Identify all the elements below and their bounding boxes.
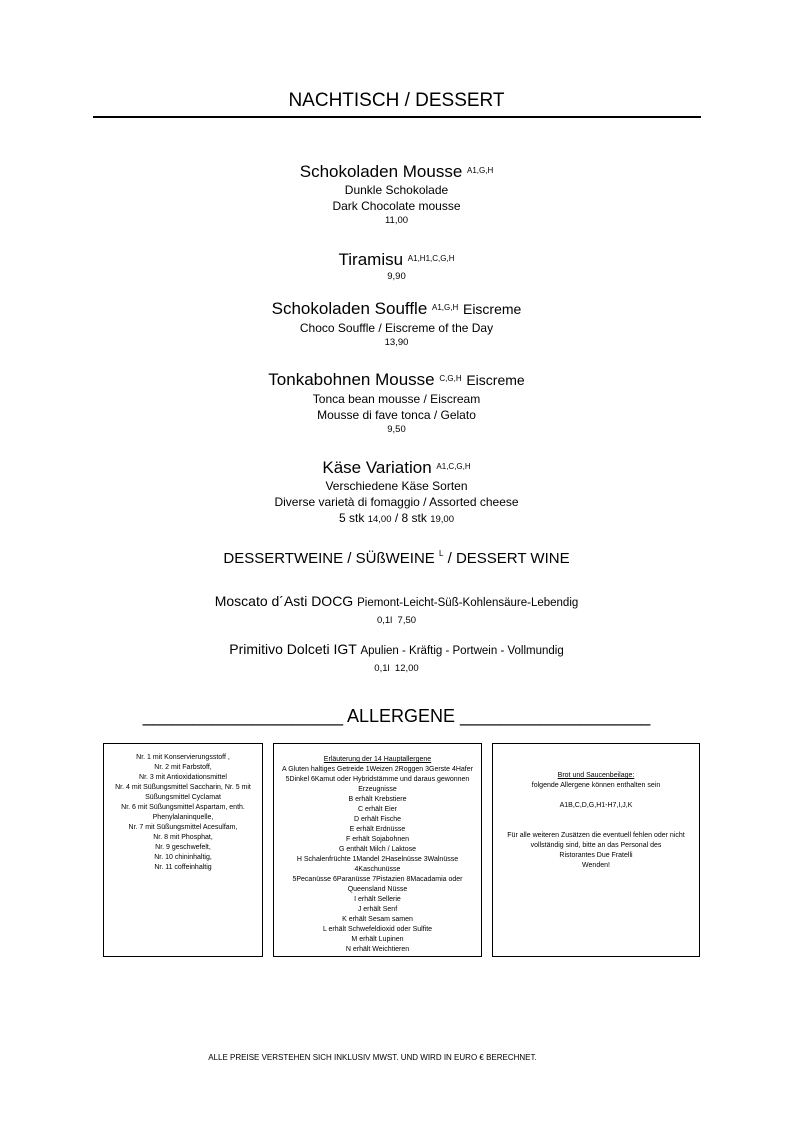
allergen-line: Queensland Nüsse	[347, 886, 408, 893]
dessert-description: Diverse varietà di fomaggio / Assorted cheese	[274, 495, 519, 509]
cheese-quantity-prices	[0, 510, 793, 528]
allergen-line: J erhält Senf	[357, 906, 398, 913]
dessert-suffix: Eiscreme	[466, 372, 525, 388]
dessert-item-tiramisu	[0, 249, 793, 284]
dessert-suffix: Eiscreme	[462, 301, 522, 317]
wine-price: 7,50	[397, 615, 417, 626]
qty-b-price: 19,00	[430, 514, 454, 525]
allergen-line: B erhält Krebstiere	[348, 796, 407, 803]
wine-item-moscato	[0, 592, 793, 629]
additive-line: Nr. 1 mit Konservierungsstoff ,	[136, 754, 230, 761]
staff-note-line: vollständig sind, bitte an das Personal des	[530, 842, 662, 849]
dessert-name: Tonkabohnen Mousse	[268, 370, 435, 389]
allergen-line: A Gluten haltiges Getreide 1Weizen 2Roggen 3Gerste 4Hafer	[282, 766, 473, 773]
allergen-codes: A1,G,H	[432, 303, 459, 312]
bread-sauce-title: Brot und Saucenbeilage:	[557, 772, 635, 779]
allergen-codes: C,G,H	[439, 374, 462, 383]
wine-description: Piemont-Leicht-Süß-Kohlensäure-Lebendig	[357, 597, 579, 609]
dessert-price: 9,90	[387, 271, 406, 282]
additive-line: Nr. 7 mit Süßungsmittel Acesulfam,	[128, 824, 238, 831]
allergen-line: 4Kaschunüsse	[354, 866, 401, 873]
additive-line: Nr. 10 chininhaltig,	[154, 854, 212, 861]
additive-line: Nr. 8 mit Phosphat,	[153, 834, 213, 841]
allergen-line: Erzeugnisse	[358, 786, 397, 793]
wine-price: 12,00	[394, 663, 419, 674]
dessert-item-schokoladen-souffle	[0, 298, 793, 350]
allergen-line: K erhält Sesam samen	[342, 916, 413, 923]
dessert-price: 9,50	[387, 424, 406, 435]
dessert-item-schokoladen-mousse	[0, 161, 793, 228]
dessert-price: 11,00	[384, 215, 409, 226]
heading-part: DESSERTWEINE / SÜßWEINE	[223, 550, 435, 567]
staff-note-line: Für alle weiteren Zusätzen die eventuell fehlen oder nicht	[507, 832, 685, 839]
wine-volume: 0,1l	[376, 615, 393, 626]
staff-note-line: Wenden!	[582, 862, 610, 869]
allergen-line: L erhält Schwefeldioxid oder Sulfite	[322, 926, 433, 933]
dessert-description: Tonca bean mousse / Eiscream	[312, 392, 481, 406]
dessert-description: Choco Souffle / Eiscreme of the Day	[299, 321, 494, 335]
dessert-description: Mousse di fave tonca / Gelato	[317, 408, 476, 422]
allergen-line: C erhält Eier	[358, 806, 397, 813]
allergen-line: F erhält Sojabohnen	[345, 836, 410, 843]
dessert-price: 13,90	[384, 337, 409, 348]
additive-line: Süßungsmittel Cyclamat	[145, 794, 221, 801]
staff-note-line: Ristorantes Due Fratelli	[559, 852, 633, 859]
dessert-name: Tiramisu	[338, 250, 404, 269]
dessert-name: Schokoladen Mousse	[299, 162, 463, 181]
additive-line: Nr. 4 mit Süßungsmittel Saccharin, Nr. 5 mit	[115, 784, 251, 791]
wine-item-primitivo	[0, 640, 793, 677]
price-footer: ALLE PREISE VERSTEHEN SICH INKLUSIV MWST. UND WIRD IN EURO € BERECHNET.	[208, 1053, 537, 1062]
allergen-line: D erhält Fische	[353, 816, 402, 823]
allergen-line: H Schalenfrüchte 1Mandel 2Haselnüsse 3Walnüsse	[296, 856, 459, 863]
additive-line: Phenylalaninquelle,	[152, 814, 214, 821]
additive-line: Nr. 11 coffeinhaltig	[154, 864, 212, 871]
allergen-codes: L	[438, 549, 444, 558]
title-divider	[93, 116, 701, 118]
allergen-line: 5Dinkel 6Kamut oder Hybridstämme und daraus gewonnen	[285, 776, 470, 783]
additive-line: Nr. 2 mit Farbstoff,	[154, 764, 212, 771]
bread-sauce-line: folgende Allergene können enthalten sein	[531, 782, 661, 789]
allergen-line: N erhält Weichtieren	[345, 946, 410, 953]
qty-b-label: 8 stk	[401, 511, 427, 525]
main-allergens-box	[273, 743, 482, 957]
dessert-name: Schokoladen Souffle	[271, 299, 428, 318]
allergen-line: 5Pecanüsse 6Paranüsse 7Pistazien 8Macadamia oder	[292, 876, 463, 883]
wine-name: Primitivo Dolceti IGT	[229, 641, 357, 657]
dessert-item-kaese-variation	[0, 457, 793, 528]
wine-volume: 0,1l	[374, 663, 390, 674]
allergen-line: I erhält Sellerie	[354, 896, 401, 903]
dessert-description: Verschiedene Käse Sorten	[325, 479, 468, 493]
allergen-heading: ____________________ ALLERGENE ___________________	[142, 706, 651, 726]
allergen-codes: A1,G,H	[467, 166, 494, 175]
additives-box	[103, 743, 263, 957]
allergen-line: M erhält Lupinen	[351, 936, 404, 943]
qty-a-label: 5 stk	[339, 511, 365, 525]
bread-sauce-box	[492, 743, 700, 957]
qty-a-price: 14,00	[367, 514, 392, 525]
additive-line: Nr. 9 geschwefelt,	[155, 844, 211, 851]
wine-name: Moscato d´Asti DOCG	[214, 593, 354, 609]
allergen-line: E erhält Erdnüsse	[349, 826, 406, 833]
dessert-item-tonkabohnen-mousse	[0, 369, 793, 437]
dessert-description: Dark Chocolate mousse	[332, 199, 461, 213]
allergen-codes: A1,H1,C,G,H	[407, 254, 455, 263]
additive-line: Nr. 6 mit Süßungsmittel Aspartam, enth.	[121, 804, 245, 811]
allergen-line: G enthält Milch / Laktose	[338, 846, 417, 853]
main-allergens-title: Erläuterung der 14 Hauptallergene	[323, 756, 432, 763]
bread-sauce-codes: A1B,C,D,G,H1-H7,I,J,K	[559, 802, 633, 809]
page-title: NACHTISCH / DESSERT	[288, 90, 505, 111]
dessert-wine-heading	[0, 550, 793, 567]
qty-separator: /	[394, 511, 399, 525]
dessert-name: Käse Variation	[322, 458, 432, 477]
heading-part: / DESSERT WINE	[447, 550, 570, 567]
additive-line: Nr. 3 mit Antioxidationsmittel	[139, 774, 227, 781]
dessert-description: Dunkle Schokolade	[344, 183, 449, 197]
wine-description: Apulien - Kräftig - Portwein - Vollmundig	[360, 645, 564, 657]
allergen-codes: A1,C,G,H	[436, 462, 471, 471]
